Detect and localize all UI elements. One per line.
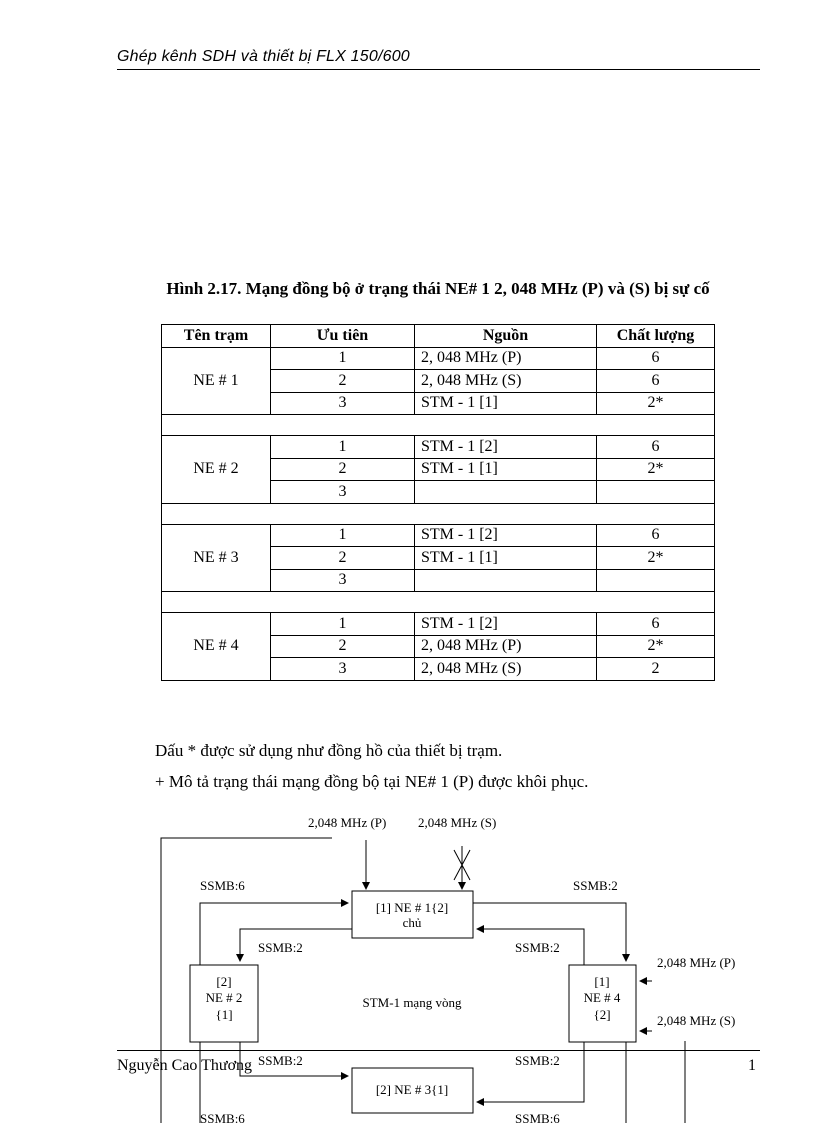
source-cell: STM - 1 [1] [415,458,597,481]
ne4-box [569,965,636,1042]
ring-link-ne2-ne1 [200,903,348,965]
station-cell: NE # 4 [162,613,271,681]
ssmb-bottom-left-label: SSMB:6 [200,1111,245,1123]
right-source-p-label: 2,048 MHz (P) [657,955,736,970]
priority-cell: 2 [271,458,415,481]
priority-cell: 3 [271,392,415,415]
ssmb-inner-right-label: SSMB:2 [515,940,560,955]
quality-cell: 2* [597,392,715,415]
separator-cell [162,415,715,436]
ne3-box [352,1068,473,1113]
quality-cell [597,481,715,504]
header-quality: Chất lượng [597,325,715,348]
right-source-s-label: 2,048 MHz (S) [657,1013,736,1028]
table-separator-row [162,503,715,524]
ring-link-ne4-ne3 [477,1042,584,1102]
priority-cell: 1 [271,613,415,636]
table-header-row [162,325,715,348]
ring-link-ne1-ne2-inner [240,929,352,961]
source-cell [415,481,597,504]
note-line-1: Dấu * được sử dụng như đồng hồ của thiết bị trạm. [155,741,503,760]
page-number: 1 [748,1057,756,1074]
source-cell: 2, 048 MHz (S) [415,658,597,681]
ssmb-inner-left-label: SSMB:2 [258,940,303,955]
top-source-s-label: 2,048 MHz (S) [418,815,497,830]
outer-frame-line [161,838,332,1123]
footer-author: Nguyễn Cao Thương [117,1057,253,1074]
quality-cell [597,569,715,592]
source-cell: 2, 048 MHz (P) [415,347,597,370]
ssmb-lower-left-label: SSMB:2 [258,1053,303,1068]
ne2-label-line-2: NE # 2 [205,990,243,1005]
footer-rule [117,1050,760,1051]
source-cell: 2, 048 MHz (P) [415,635,597,658]
source-cell: STM - 1 [2] [415,436,597,459]
quality-cell: 2* [597,635,715,658]
header-station: Tên trạm [162,325,271,348]
ne1-label-line-1: [1] NE # 1{2] [375,900,449,915]
ssmb-top-left-label: SSMB:6 [200,878,245,893]
ssmb-top-right-label: SSMB:2 [573,878,618,893]
source-cell: STM - 1 [1] [415,392,597,415]
priority-cell: 3 [271,481,415,504]
ne2-box [190,965,258,1042]
priority-cell: 3 [271,569,415,592]
ne3-label: [2] NE # 3{1] [375,1082,449,1097]
priority-cell: 2 [271,547,415,570]
ne4-label-line-3: {2] [593,1007,611,1022]
failure-cross-line [454,850,470,880]
priority-cell: 3 [271,658,415,681]
sync-table [161,324,715,681]
table-separator-row [162,415,715,436]
note-line-2: + Mô tả trạng thái mạng đồng bộ tại NE# 1 (P) được khôi phục. [155,772,589,791]
priority-cell: 1 [271,436,415,459]
table-row [162,613,715,636]
table-separator-row [162,592,715,613]
ssmb-bottom-right-label: SSMB:6 [515,1111,560,1123]
ne1-box [352,891,473,938]
quality-cell: 2 [597,658,715,681]
ne4-label-line-1: [1] [594,974,610,989]
ne2-label-line-3: {1] [215,1007,233,1022]
source-cell: STM - 1 [2] [415,613,597,636]
table-row [162,524,715,547]
ne2-label-line-1: [2] [216,974,232,989]
quality-cell: 6 [597,347,715,370]
quality-cell: 6 [597,370,715,393]
table-row [162,347,715,370]
ring-link-ne4-ne1-inner [477,929,584,965]
header-priority: Ưu tiên [271,325,415,348]
priority-cell: 1 [271,347,415,370]
source-cell: STM - 1 [2] [415,524,597,547]
header-rule [117,69,760,70]
header-title: Ghép kênh SDH và thiết bị FLX 150/600 [117,48,410,65]
ring-link-ne1-ne4 [473,903,626,961]
table-row [162,436,715,459]
ssmb-lower-right-label: SSMB:2 [515,1053,560,1068]
ne4-label-line-2: NE # 4 [583,990,621,1005]
separator-cell [162,592,715,613]
quality-cell: 6 [597,613,715,636]
quality-cell: 6 [597,436,715,459]
station-cell: NE # 3 [162,524,271,592]
quality-cell: 6 [597,524,715,547]
source-cell: STM - 1 [1] [415,547,597,570]
station-cell: NE # 2 [162,436,271,504]
ring-link-ne2-ne3 [240,1042,348,1076]
priority-cell: 2 [271,370,415,393]
ring-label: STM-1 mạng vòng [362,995,462,1010]
source-cell [415,569,597,592]
quality-cell: 2* [597,458,715,481]
top-source-p-label: 2,048 MHz (P) [308,815,387,830]
priority-cell: 1 [271,524,415,547]
failure-cross-line [454,850,470,880]
separator-cell [162,503,715,524]
header-source: Nguồn [415,325,597,348]
priority-cell: 2 [271,635,415,658]
station-cell: NE # 1 [162,347,271,415]
ne1-label-line-2: chủ [402,915,422,930]
quality-cell: 2* [597,547,715,570]
figure-caption: Hình 2.17. Mạng đồng bộ ở trạng thái NE# 1 2, 048 MHz (P) và (S) bị sự cố [166,279,710,298]
source-cell: 2, 048 MHz (S) [415,370,597,393]
